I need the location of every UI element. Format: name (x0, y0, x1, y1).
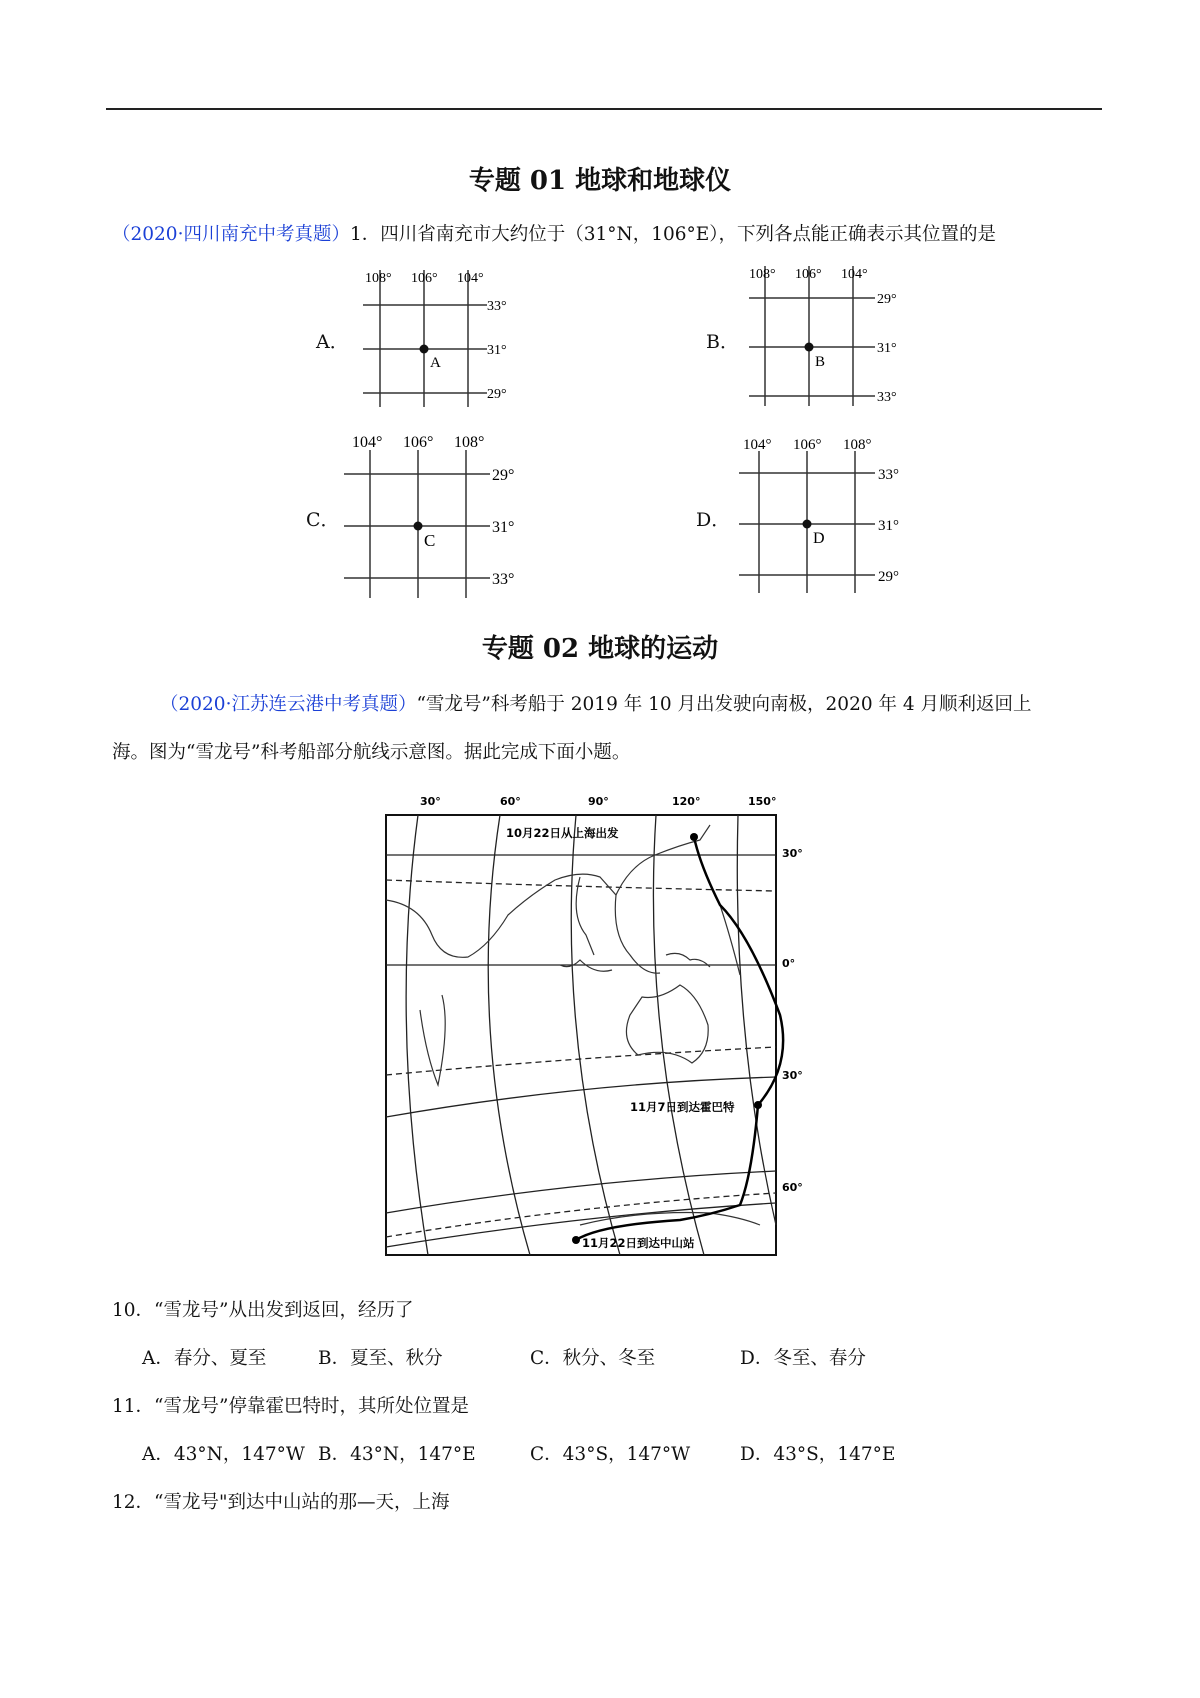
topic2-title: 专题 02 地球的运动 (481, 634, 719, 664)
grid-c-lon-1: 104° (352, 434, 383, 451)
route-map (380, 785, 820, 1265)
q10-option-d: D．冬至、春分 (740, 1348, 866, 1369)
grid-a-lat-2: 31° (487, 343, 507, 358)
q11-option-b: B．43°N，147°E (318, 1444, 476, 1465)
grid-a (355, 262, 525, 412)
map-lat-30n: 30° (782, 847, 803, 860)
map-annotation-depart: 10月22日从上海出发 (506, 826, 619, 840)
q1-line (112, 220, 996, 246)
route-start-shanghai (690, 833, 698, 841)
grid-d-lat-2: 31° (878, 518, 899, 534)
grid-b-point-label: B (815, 354, 826, 370)
option-b-label: B． (706, 331, 739, 353)
q10-option-c: C．秋分、冬至 (530, 1348, 656, 1369)
topic1-title: 专题 01 地球和地球仪 (468, 166, 732, 196)
grid-b (745, 258, 915, 413)
map-lon-90: 90° (588, 795, 609, 808)
grid-d-point (803, 520, 812, 529)
grid-a-lat-1: 33° (487, 299, 507, 314)
map-annotation-hobart: 11月7日到达霍巴特 (630, 1100, 735, 1114)
grid-c (340, 430, 550, 600)
grid-a-lon-3: 104° (457, 271, 484, 286)
grid-a-point (420, 345, 429, 354)
grid-c-lon-3: 108° (454, 434, 485, 451)
q12-stem: 12．“雪龙号"到达中山站的那—天，上海 (112, 1492, 450, 1513)
topic2-intro-line1 (160, 690, 1032, 716)
route-stop-hobart (754, 1101, 762, 1109)
grid-d-lon-2: 106° (793, 437, 822, 453)
option-a-label: A． (316, 331, 349, 353)
map-lon-60: 60° (500, 795, 521, 808)
route-stop-zhongshan (572, 1236, 580, 1244)
map-lon-30: 30° (420, 795, 441, 808)
grid-b-lat-1: 29° (877, 292, 897, 307)
grid-d-point-label: D (813, 530, 825, 547)
q11-option-c: C．43°S，147°W (530, 1444, 691, 1465)
q10-option-b: B．夏至、秋分 (318, 1348, 443, 1369)
grid-d (735, 435, 940, 595)
grid-d-lat-1: 33° (878, 467, 899, 483)
grid-b-lon-3: 104° (841, 267, 868, 282)
grid-c-lat-1: 29° (492, 467, 515, 484)
map-annotation-zhongshan: 11月22日到达中山站 (582, 1236, 695, 1250)
grid-b-lon-1: 108° (749, 267, 776, 282)
grid-d-lon-1: 104° (743, 437, 772, 453)
grid-b-point (805, 343, 814, 352)
grid-a-point-label: A (430, 355, 441, 371)
topic2-intro-line2: 海。图为“雪龙号”科考船部分航线示意图。据此完成下面小题。 (112, 742, 631, 763)
grid-a-lon-2: 106° (411, 271, 438, 286)
option-c-label: C． (306, 509, 340, 531)
option-d-label: D． (696, 509, 731, 531)
grid-d-lat-3: 29° (878, 569, 899, 585)
map-lat-0: 0° (782, 957, 796, 970)
q11-stem: 11．“雪龙号”停靠霍巴特时，其所处位置是 (112, 1396, 469, 1417)
grid-b-lat-3: 33° (877, 390, 897, 405)
grid-b-lon-2: 106° (795, 267, 822, 282)
q1-source: （2020·四川南充中考真题） (112, 224, 350, 245)
map-lat-30s: 30° (782, 1069, 803, 1082)
grid-c-lon-2: 106° (403, 434, 434, 451)
grid-c-lat-3: 33° (492, 571, 515, 588)
q1-text: 1．四川省南充市大约位于（31°N，106°E），下列各点能正确表示其位置的是 (349, 224, 997, 245)
grid-b-lat-2: 31° (877, 341, 897, 356)
map-lon-150: 150° (748, 795, 777, 808)
grid-a-lon-1: 108° (365, 271, 392, 286)
map-lat-60s: 60° (782, 1181, 803, 1194)
q11-option-d: D．43°S，147°E (740, 1444, 896, 1465)
grid-a-lat-3: 29° (487, 387, 507, 402)
header-rule (106, 108, 1102, 110)
grid-d-lon-3: 108° (843, 437, 872, 453)
grid-c-point (414, 522, 423, 531)
grid-c-lat-2: 31° (492, 519, 515, 536)
topic2-source: （2020·江苏连云港中考真题） (160, 694, 417, 715)
grid-c-point-label: C (424, 531, 436, 550)
q10-option-a: A．春分、夏至 (142, 1348, 267, 1369)
map-lon-120: 120° (672, 795, 701, 808)
q10-stem: 10．“雪龙号”从出发到返回，经历了 (112, 1300, 414, 1321)
q11-option-a: A．43°N，147°W (142, 1444, 305, 1465)
topic2-intro-text1: “雪龙号”科考船于 2019 年 10 月出发驶向南极，2020 年 4 月顺利返回上 (416, 694, 1032, 715)
